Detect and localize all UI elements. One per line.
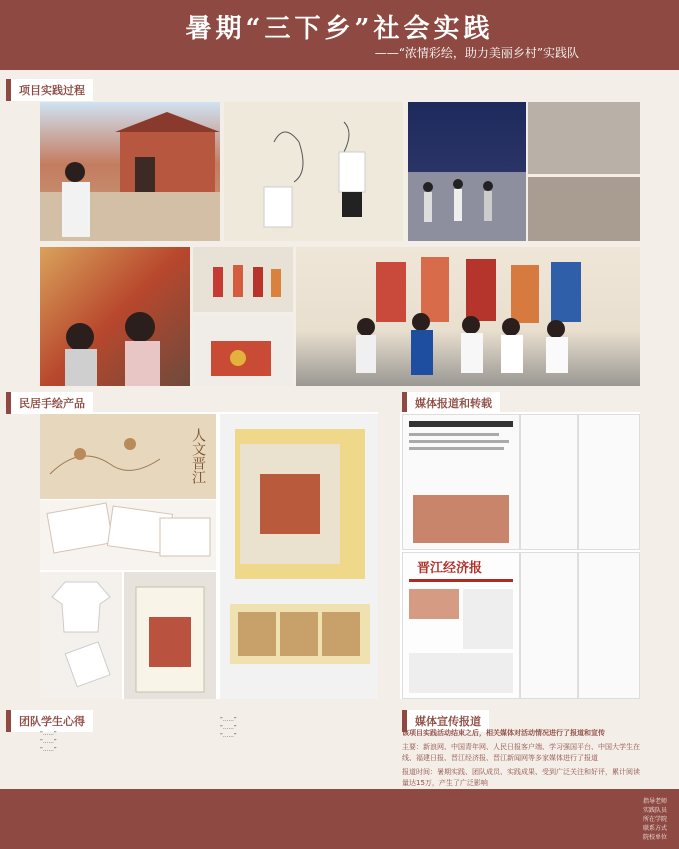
footer-line-5: 院校单位 [642, 834, 667, 841]
media-article-5 [578, 552, 640, 699]
section-label-media: 媒体报道和转载 [402, 392, 500, 414]
reflection-text-right: “……” “……” “……” [220, 717, 237, 739]
photo-mural-dancers [193, 247, 293, 312]
media-article-4 [520, 552, 578, 699]
footer-line-2: 实践队员 [642, 807, 667, 814]
media-newspaper [402, 552, 520, 699]
page-title: 暑期“三下乡”社会实践 [185, 14, 494, 44]
promotion-lead: 该项目实践活动结束之后，相关媒体对活动情况进行了报道和宣传 [402, 729, 605, 737]
media-article-1 [402, 414, 520, 550]
photo-art-5 [193, 247, 293, 312]
footer-line-4: 联系方式 [642, 825, 667, 832]
product-tote-bag [124, 572, 216, 699]
photo-art-1 [40, 102, 220, 241]
newspaper-masthead: 晋江经济报 [417, 561, 483, 576]
page-subtitle: ——“浓情彩绘，助力美丽乡村”实践队 [374, 46, 579, 60]
photo-art-7 [296, 247, 640, 386]
article-1-art [403, 415, 519, 549]
photo-art-2 [224, 102, 403, 241]
product-map [40, 414, 216, 499]
footer-info [587, 797, 667, 842]
footer-line-3: 所在学院 [642, 816, 667, 823]
media-article-3 [578, 414, 640, 550]
photo-mural-painting [224, 102, 403, 241]
reflection-text-left: “……” “……” “……” [40, 731, 57, 753]
photo-mural-wall [193, 316, 293, 386]
photo-workshop-top [528, 102, 640, 174]
photo-night-group [408, 102, 526, 241]
photo-art-4 [40, 247, 190, 386]
giftbox-art [220, 414, 378, 699]
section-label-promotion: 媒体宣传报道 [402, 710, 489, 732]
photo-team-with-mural [296, 247, 640, 386]
postcards-art [40, 500, 216, 570]
photo-workshop-bottom [528, 177, 640, 241]
tshirt-art [40, 572, 122, 699]
product-postcards [40, 500, 216, 570]
footer-band [0, 789, 679, 849]
section-label-process: 项目实践过程 [6, 79, 93, 101]
promotion-para-1: 主要：新浪网、中国青年网、人民日报客户端、学习强国平台、中国大学生在线、福建日报、晋江经济报、晋江新闻网等多家媒体进行了报道 [402, 743, 640, 762]
photo-art-6 [193, 316, 293, 386]
header-band [0, 0, 679, 70]
map-title: 人文晋江 [190, 428, 206, 484]
product-gift-box [220, 414, 378, 699]
section-label-reflection: 团队学生心得 [6, 710, 93, 732]
product-tshirt-and-bag [40, 572, 122, 699]
footer-line-1: 指导老师 [642, 798, 667, 805]
promotion-para-2: 报道时间：暑期实践、团队成员、实践成果、受到广泛关注和好评，累计阅读量达15万，产生了广泛影响 [402, 768, 640, 787]
photo-student-sketching-house [40, 102, 220, 241]
photo-art-3 [408, 102, 526, 241]
section-label-products: 民居手绘产品 [6, 392, 93, 414]
media-article-2 [520, 414, 578, 550]
photo-children-mural [40, 247, 190, 386]
tote-art [124, 572, 216, 699]
